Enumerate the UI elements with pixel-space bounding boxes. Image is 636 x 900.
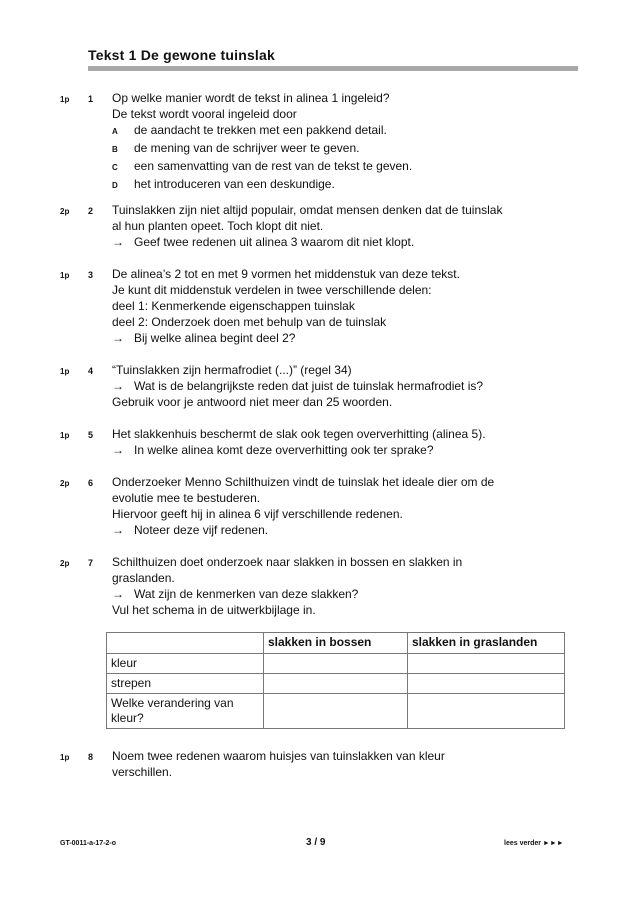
- question-line: Noem twee redenen waarom huisjes van tuinslakken van kleur: [112, 749, 445, 763]
- question-points: 2p: [60, 479, 70, 488]
- question-line: Het slakkenhuis beschermt de slak ook tegen oververhitting (alinea 5).: [112, 427, 486, 441]
- question-points: 1p: [60, 431, 70, 440]
- question-points: 2p: [60, 207, 70, 216]
- question-number: 1: [88, 94, 94, 104]
- task-line: [112, 522, 562, 538]
- table-header-cell: slakken in bossen: [264, 633, 408, 654]
- question-line: Gebruik voor je antwoord niet meer dan 25 woorden.: [112, 395, 393, 409]
- table-header-row: [107, 633, 565, 654]
- table-header-cell: slakken in graslanden: [408, 633, 565, 654]
- table-row: [107, 654, 565, 674]
- answer-cell: [408, 654, 565, 674]
- question-points: 2p: [60, 559, 70, 568]
- question-line: Tuinslakken zijn niet altijd populair, omdat mensen denken dat de tuinslak: [112, 203, 503, 217]
- table-row: [107, 694, 565, 729]
- question-line: De alinea’s 2 tot en met 9 vormen het middenstuk van deze tekst.: [112, 267, 460, 281]
- option-text: een samenvatting van de rest van de tekst te geven.: [134, 159, 413, 173]
- task-line: [112, 234, 562, 250]
- task-text: Noteer deze vijf redenen.: [134, 523, 269, 537]
- question-number: 5: [88, 430, 94, 440]
- question-points: 1p: [60, 95, 70, 104]
- question-number: 4: [88, 366, 94, 376]
- row-label: Welke verandering van kleur?: [107, 694, 264, 729]
- question-number: 3: [88, 270, 94, 280]
- answer-cell: [264, 674, 408, 694]
- question-line: Hiervoor geeft hij in alinea 6 vijf verschillende redenen.: [112, 507, 403, 521]
- question-points: 1p: [60, 271, 70, 280]
- option-letter: C: [112, 163, 118, 172]
- option-letter: A: [112, 127, 118, 136]
- question-line: De tekst wordt vooral ingeleid door: [112, 107, 297, 121]
- question-line: graslanden.: [112, 571, 175, 585]
- question-number: 8: [88, 752, 94, 762]
- question-points: 1p: [60, 367, 70, 376]
- question-line: deel 1: Kenmerkende eigenschappen tuinslak: [112, 299, 355, 313]
- arrow-icon: →: [112, 379, 124, 393]
- question-number: 2: [88, 206, 94, 216]
- question-line: Schilthuizen doet onderzoek naar slakken in bossen en slakken in: [112, 555, 463, 569]
- arrow-icon: →: [112, 443, 124, 457]
- question-line: Onderzoeker Menno Schilthuizen vindt de tuinslak het ideale dier om de: [112, 475, 495, 489]
- question-line: “Tuinslakken zijn hermafrodiet (...)” (regel 34): [112, 363, 352, 377]
- arrow-icon: →: [112, 331, 124, 345]
- answer-cell: [408, 674, 565, 694]
- question-line: Vul het schema in de uitwerkbijlage in.: [112, 603, 316, 617]
- answer-cell: [264, 654, 408, 674]
- table-row: [107, 674, 565, 694]
- arrow-icon: →: [112, 235, 124, 249]
- row-label: strepen: [107, 674, 264, 694]
- continue-note: lees verder ►►►: [504, 840, 564, 847]
- question-line: verschillen.: [112, 765, 173, 779]
- task-line: [112, 586, 562, 602]
- option-text: de mening van de schrijver weer te geven.: [134, 141, 360, 155]
- arrow-icon: →: [112, 587, 124, 601]
- question-number: 6: [88, 478, 94, 488]
- question-line: evolutie mee te bestuderen.: [112, 491, 261, 505]
- task-text: Bij welke alinea begint deel 2?: [134, 331, 296, 345]
- option-a: [112, 122, 562, 140]
- option-c: [112, 158, 562, 176]
- page-number: 3 / 9: [306, 837, 326, 848]
- question-line: Op welke manier wordt de tekst in alinea 1 ingeleid?: [112, 91, 390, 105]
- task-line: [112, 442, 562, 458]
- task-line: [112, 330, 562, 346]
- task-text: Wat is de belangrijkste reden dat juist de tuinslak hermafrodiet is?: [134, 379, 484, 393]
- schema-table: [106, 632, 565, 729]
- option-letter: B: [112, 145, 118, 154]
- question-points: 1p: [60, 753, 70, 762]
- table-header-cell: [107, 633, 264, 654]
- task-line: [112, 378, 562, 394]
- exam-code: GT-0011-a-17-2-o: [60, 840, 117, 847]
- question-line: al hun planten opeet. Toch klopt dit niet.: [112, 219, 324, 233]
- task-text: In welke alinea komt deze oververhitting ook ter sprake?: [134, 443, 434, 457]
- answer-cell: [408, 694, 565, 729]
- question-line: deel 2: Onderzoek doen met behulp van de tuinslak: [112, 315, 387, 329]
- option-d: [112, 176, 562, 194]
- answer-cell: [264, 694, 408, 729]
- question-number: 7: [88, 558, 94, 568]
- option-b: [112, 140, 562, 158]
- task-text: Geef twee redenen uit alinea 3 waarom dit niet klopt.: [134, 235, 415, 249]
- header-rule: [88, 66, 578, 71]
- arrow-icon: →: [112, 523, 124, 537]
- option-text: het introduceren van een deskundige.: [134, 177, 335, 191]
- option-letter: D: [112, 181, 118, 190]
- option-text: de aandacht te trekken met een pakkend detail.: [134, 123, 387, 137]
- page-title: Tekst 1 De gewone tuinslak: [88, 47, 275, 63]
- task-text: Wat zijn de kenmerken van deze slakken?: [134, 587, 359, 601]
- row-label: kleur: [107, 654, 264, 674]
- question-line: Je kunt dit middenstuk verdelen in twee verschillende delen:: [112, 283, 432, 297]
